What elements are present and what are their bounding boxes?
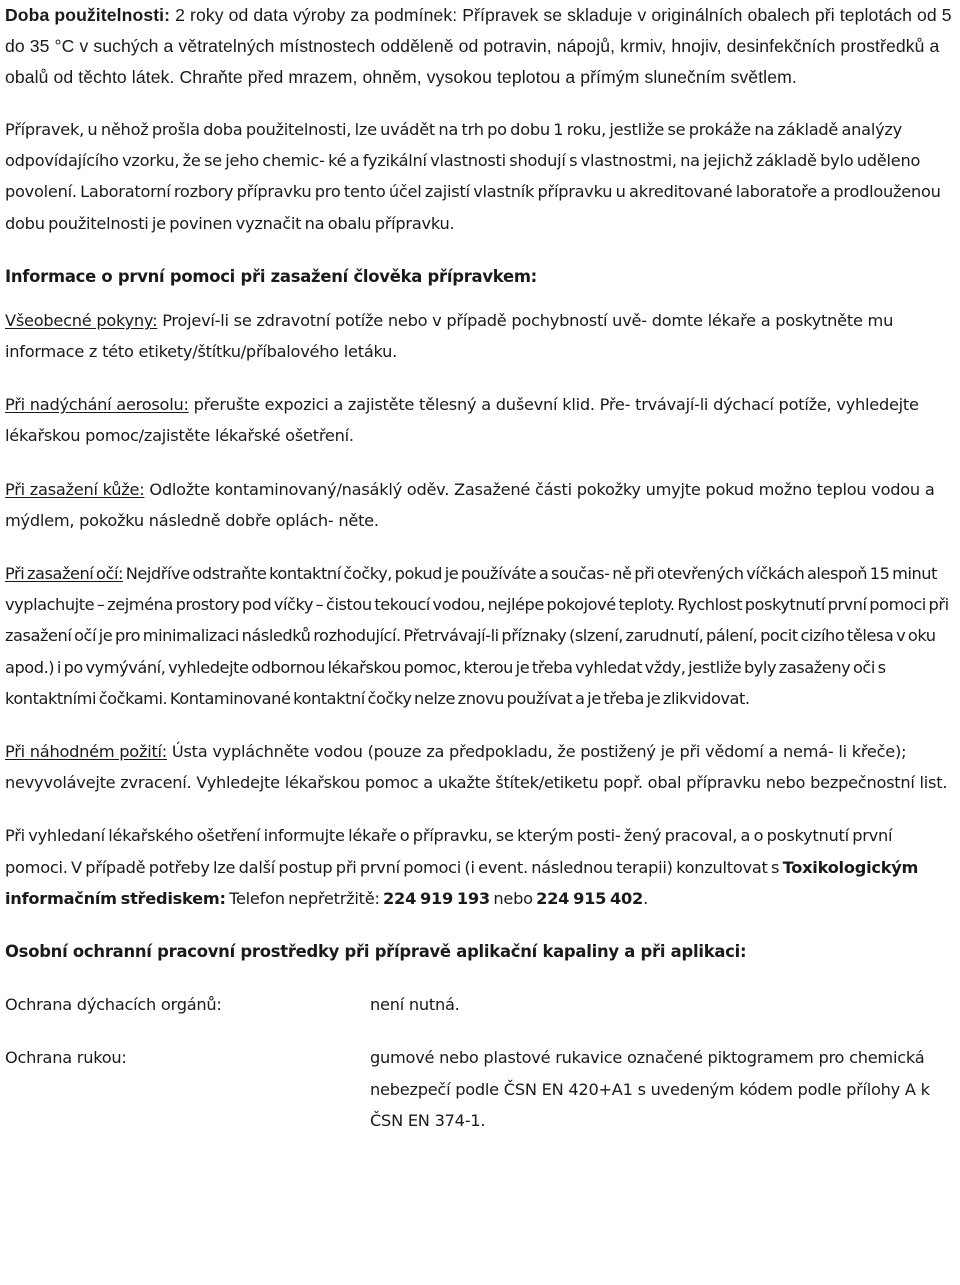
ingestion-label: Při náhodném požití: [5,742,167,762]
medical-treatment-paragraph [5,820,957,914]
ppe-label-hands: Ochrana rukou: [5,1047,127,1067]
storage-paragraph [5,0,957,93]
ppe-row-respiratory [5,989,957,1021]
ppe-label-respiratory: Ochrana dýchacích orgánů: [5,995,222,1015]
general-instructions-text: Projeví-li se zdravotní potíže nebo v případě pochybností uvě- domte lékaře a poskytněte mu informace z této etikety/štítku/příbalového letáku. [5,310,894,362]
skin-contact-paragraph [5,474,957,536]
storage-text: 2 roky od data výroby za podmínek: Přípravek se skladuje v originálních obalech při teplotách od 5 do 35 °C v suchých a větratelných místnostech odděleně od potravin, nápojů, krmiv, hnojiv, desinfekčních prostředků a obalů od těchto látek. Chraňte před mrazem, ohněm, vysokou teplotou a přímým slunečním světlem. [5,5,952,87]
expiry-paragraph: Přípravek, u něhož prošla doba použitelnosti, lze uvádět na trh po dobu 1 roku, jestliže se prokáže na základě analýzy odpovídajícího vzorku, že se jeho chemic- ké a fyzikální vlastnosti shodují s vlastnostmi, na jejichž základě bylo uděleno povolení. Laboratorní rozbory přípravku pro tento účel zajistí vlastník přípravku u akreditované laboratoře a prodlouženou dobu použitelnosti je povinen vyznačit na obalu přípravku. [5,120,941,233]
skin-contact-label: Při zasažení kůže: [5,479,145,499]
eye-contact-label: Při zasažení očí: [5,564,124,584]
phone-number-1: 224 919 193 [383,888,490,908]
ppe-row-hands [5,1042,957,1137]
inhalation-text: přerušte expozici a zajistěte tělesný a duševní klid. Pře- trvávají-li dýchací potíže, vyhledejte lékařskou pomoc/zajistěte lékařské ošetření. [5,395,919,446]
toxicology-center-name: Toxikologickým informačním střediskem: [5,857,919,908]
ingestion-paragraph [5,736,957,798]
ppe-value-hands: gumové nebo plastové rukavice označené piktogramem pro chemická nebezpečí podle ČSN EN 420+A1 s uvedeným kódem podle přílohy A k ČSN EN 374-1. [370,1047,930,1131]
storage-label: Doba použitelnosti: [5,5,171,25]
inhalation-label: Při nadýchání aerosolu: [5,395,189,415]
first-aid-heading: Informace o první pomoci při zasažení člověka přípravkem: [5,266,537,286]
inhalation-paragraph [5,389,957,451]
ppe-heading: Osobní ochranní pracovní prostředky při přípravě aplikační kapaliny a při aplikaci: [5,942,747,962]
eye-contact-paragraph [5,558,957,714]
sentence-end: . [643,888,648,908]
skin-contact-text: Odložte kontaminovaný/nasáklý oděv. Zasažené části pokožky umyjte pokud možno teplou vodou a mýdlem, pokožku následně dobře oplách- něte. [5,479,935,530]
document-page [5,0,957,1137]
general-instructions-label: Všeobecné pokyny: [5,310,158,330]
phone-label: Telefon nepřetržitě: [225,888,384,908]
ppe-value-respiratory: není nutná. [370,995,460,1015]
general-instructions-paragraph [5,305,957,367]
medical-treatment-text: Při vyhledaní lékařského ošetření informujte lékaře o přípravku, se kterým posti- žený pracoval, a o poskytnutí první pomoci. V případě potřeby lze další postup při první pomoci (i event. následnou terapii) konzultovat s [5,826,893,877]
eye-contact-text: Nejdříve odstraňte kontaktní čočky, pokud je používáte a součas- ně při otevřených víčkách alespoň 15 minut vyplachujte – zejména prostory pod víčky – čistou tekoucí vodou, nejlépe pokojové teploty. Rychlost poskytnutí první pomoci při zasažení očí je pro minimalizaci následků rozhodující. Přetrvávají-li příznaky (slzení, zarudnutí, pálení, pocit cizího tělesa v oku apod.) i po vymývání, vyhledejte odbornou lékařskou pomoc, kterou je třeba vyhledat vždy, jestliže byly zasaženy oči s kontaktními čočkami. Kontaminované kontaktní čočky nelze znovu používat a je třeba je zlikvidovat. [5,564,949,708]
phone-number-2: 224 915 402 [536,888,644,908]
phone-separator: nebo [489,888,537,908]
ingestion-text: Ústa vypláchněte vodou (pouze za předpokladu, že postižený je při vědomí a nemá- li křeče); nevyvolávejte zvracení. Vyhledejte lékařskou pomoc a ukažte štítek/etiketu popř. obal přípravku nebo bezpečnostní list. [5,742,948,793]
